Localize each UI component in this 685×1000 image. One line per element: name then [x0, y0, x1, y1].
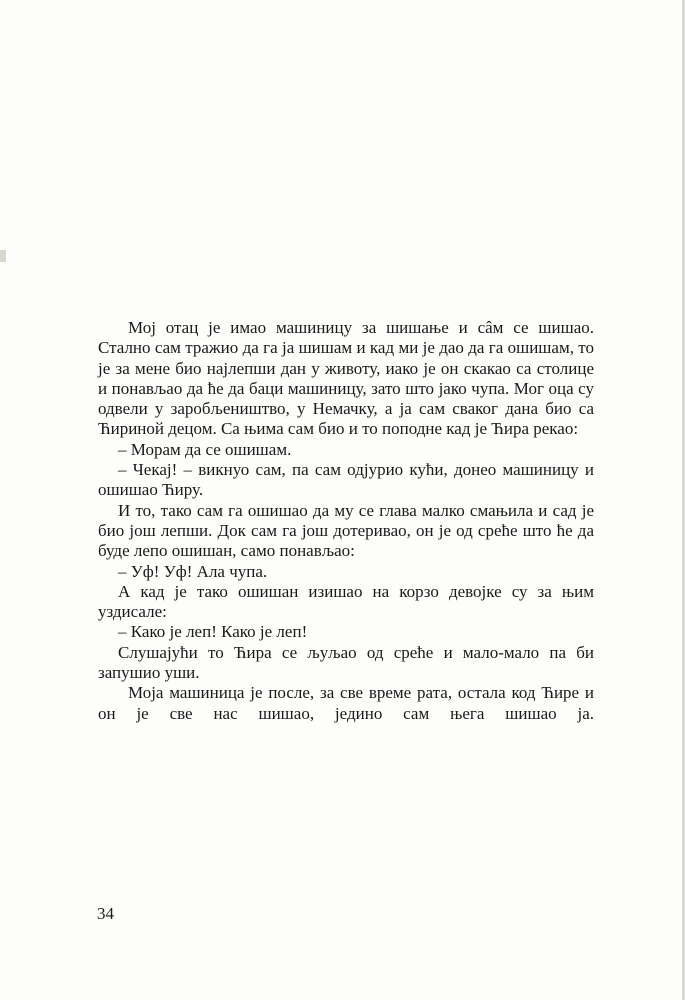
paragraph: И то, тако сам га ошишао да му се глава малко смањила и сад је био још лепши. Док сам га још дотеривао, он је од среће што ће да буде лепо ошишан, само понављао: [98, 500, 594, 561]
body-text [98, 318, 594, 724]
paragraph: Слушајући то Ћира се љуљао од среће и мало-мало па би запушио уши. [98, 642, 594, 683]
paragraph: Мој отац је имао машиницу за шишање и сâм се шишао. Стално сам тражио да га ја шишам и кад ми је дао да га ошишам, то је за мене био најлепши дан у животу, иако је он скакао са столице и понављао да ће да баци машиницу, зато што јако чупа. Мог оца су одвели у заробљеништво, у Немачку, а ја сам сваког дана био са Ћириной децом. Са њима сам био и то поподне кад је Ћира рекао: [98, 318, 594, 439]
scan-edge-mark [0, 250, 6, 262]
page-number: 34 [97, 904, 114, 923]
paragraph: Моја машиница је после, за све време рата, остала код Ћире и он је све нас шишао, једино сам њега шишао ја. [98, 683, 594, 723]
dialogue-line: – Уф! Уф! Ала чупа. [118, 561, 268, 581]
dialogue-line: – Морам да се ошишам. [118, 439, 292, 459]
paragraph: А кад је тако ошишан изишао на корзо девојке су за њим уздисале: [98, 581, 594, 622]
dialogue-line: – Како је леп! Како је леп! [118, 622, 308, 642]
dialogue-line: – Чекај! – викнуо сам, па сам одјурио кући, донео машиницу и ошишао Ћиру. [98, 460, 594, 500]
